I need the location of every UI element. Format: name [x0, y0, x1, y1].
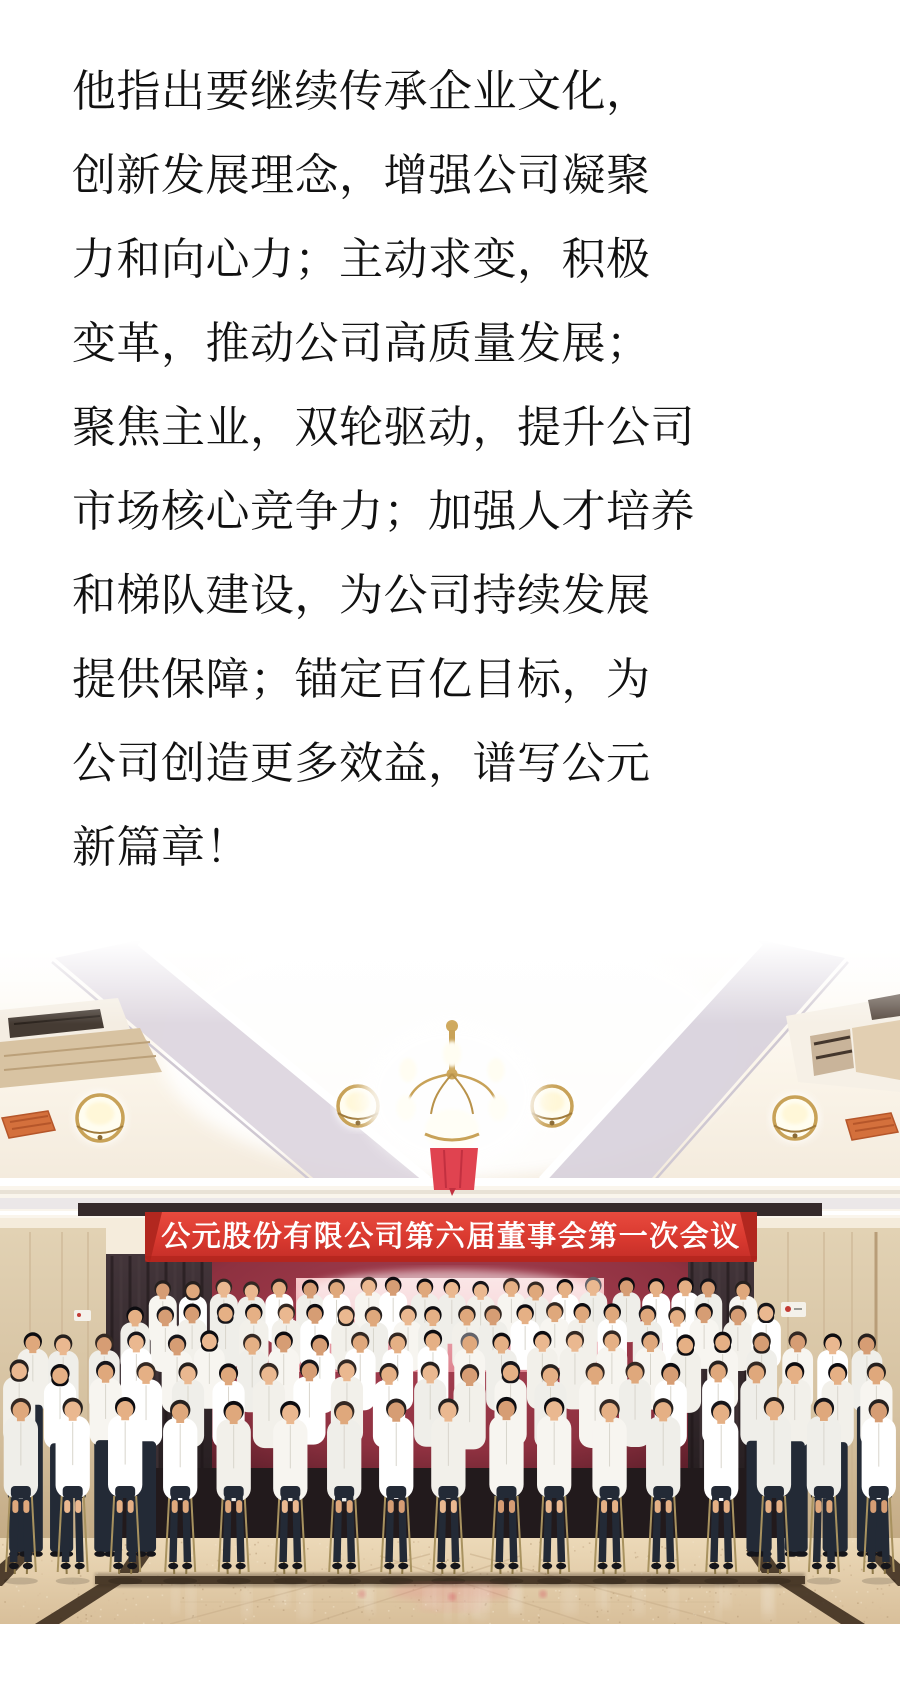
conference-banner [145, 1212, 757, 1262]
article-text [72, 50, 772, 890]
paragraph-line: 和梯队建设，为公司持续发展 [72, 571, 651, 620]
paragraph-line: 提供保障；锚定百亿目标，为 [72, 655, 651, 704]
paragraph-line: 新篇章！ [72, 823, 250, 872]
paragraph-line: 创新发展理念，增强公司凝聚 [72, 151, 651, 200]
wall-sign-right [781, 1302, 806, 1317]
paragraph-line: 力和向心力；主动求变，积极 [72, 235, 651, 284]
photo-top-fade [0, 940, 900, 1024]
red-hanging-flag [430, 1148, 478, 1196]
group-photo[interactable] [0, 940, 900, 1624]
banner-text: 公元股份有限公司第六届董事会第一次会议 [161, 1221, 741, 1253]
paragraph-line: 他指出要继续传承企业文化， [72, 67, 651, 116]
group-photo-image [0, 940, 900, 1624]
paragraph-line: 变革，推动公司高质量发展； [72, 319, 651, 368]
paragraph-line: 聚焦主业，双轮驱动，提升公司 [72, 403, 695, 452]
paragraph-line: 公司创造更多效益，谱写公元 [72, 739, 651, 788]
paragraph-line: 市场核心竞争力；加强人才培养 [72, 487, 695, 536]
wall-sign-left [74, 1310, 91, 1321]
